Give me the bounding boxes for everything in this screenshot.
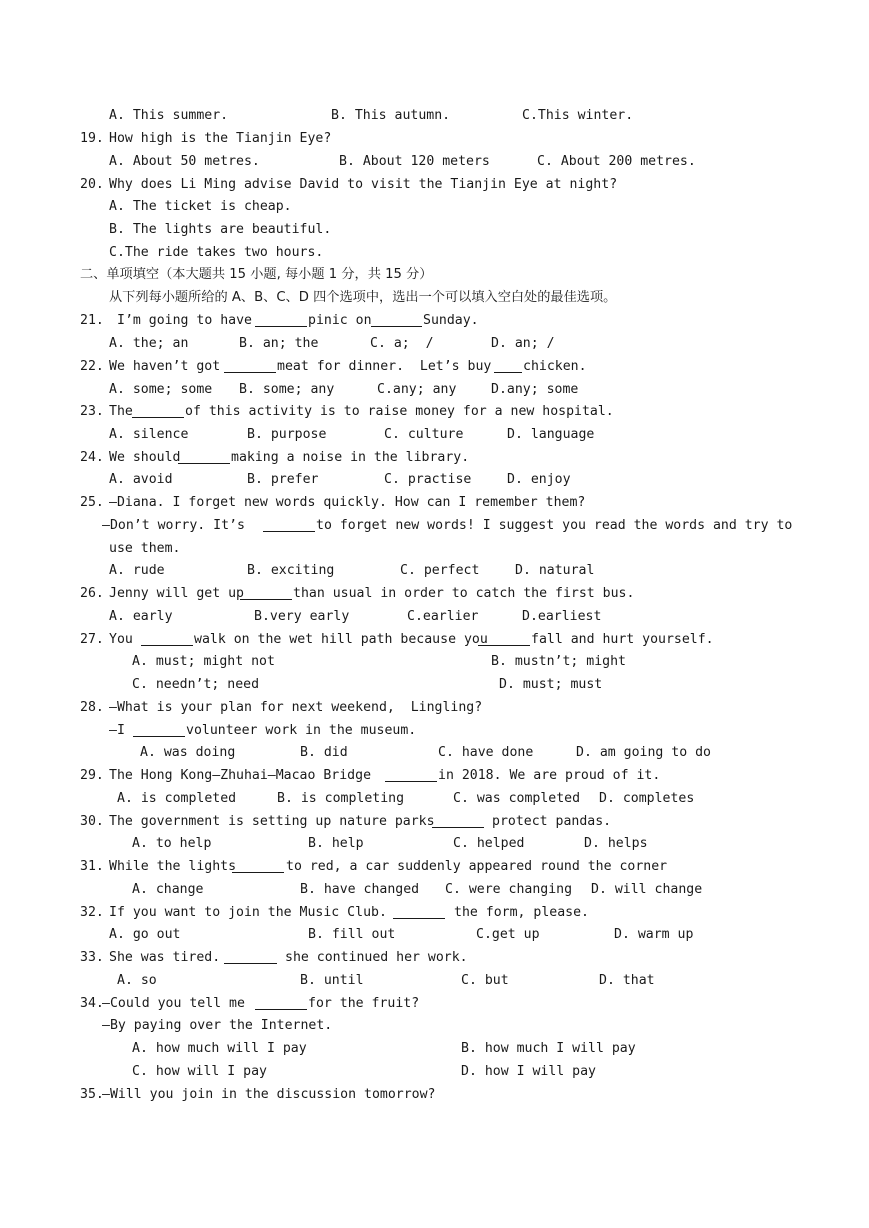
dialogue-line: —Will you join in the discussion tomorrow? [102,1087,436,1102]
option-b: B. some; any [239,382,335,397]
option-b: B. have changed [300,882,420,897]
option-d: D. warm up [614,927,694,942]
question-text-part: She was tired. [109,950,221,965]
question-text-part: The [109,404,133,419]
option-b: B. help [308,836,364,851]
question-text: Why does Li Ming advise David to visit the Tianjin Eye at night? [109,177,618,192]
dialogue-line: use them. [109,541,181,556]
question-number: 34. [80,996,104,1011]
option-b: B.very early [254,609,350,624]
option-a: A. was doing [140,745,236,760]
question-number: 27. [80,632,104,647]
question-number: 24. [80,450,104,465]
option-d: D. will change [591,882,703,897]
option-b: B. About 120 meters [339,154,490,169]
question-text-part: meat for dinner. Let’s buy [277,359,492,374]
question-text-part: I’m going to have [117,313,252,328]
answer-blank [132,405,184,418]
option-a: A. About 50 metres. [109,154,260,169]
question-text-part: The government is setting up nature parks [109,814,435,829]
option-c: C. were changing [445,882,573,897]
option-b: B. The lights are beautiful. [109,222,332,237]
option-d: D. enjoy [507,472,571,487]
question-number: 22. [80,359,104,374]
question-number: 30. [80,814,104,829]
option-d: D. am going to do [576,745,711,760]
option-c: C. how will I pay [132,1064,267,1079]
dialogue-line-part: —Could you tell me [102,996,245,1011]
answer-blank [232,860,284,873]
option-c: C.get up [476,927,540,942]
option-a: A. must; might not [132,654,275,669]
option-a: A. The ticket is cheap. [109,199,292,214]
dialogue-line-part: volunteer work in the museum. [186,723,417,738]
option-d: D. an; / [491,336,555,351]
question-text-part: than usual in order to catch the first bus. [293,586,635,601]
option-c: C.any; any [377,382,457,397]
question-text-part: The Hong Kong—Zhuhai—Macao Bridge [109,768,372,783]
question-number: 28. [80,700,104,715]
option-b: B. purpose [247,427,327,442]
dialogue-line-part: —Don’t worry. It’s [102,518,245,533]
section-instruction: 从下列每小题所给的 A、B、C、D 四个选项中，选出一个可以填入空白处的最佳选项。 [109,290,617,305]
question-text-part: of this activity is to raise money for a new hospital. [185,404,614,419]
option-a: A. silence [109,427,189,442]
option-c: C. helped [453,836,525,851]
option-b: B. did [300,745,348,760]
question-number: 20. [80,177,104,192]
question-number: 33. [80,950,104,965]
option-c: C. practise [384,472,472,487]
question-text-part: We should [109,450,181,465]
answer-blank [224,951,277,964]
option-b: B. an; the [239,336,319,351]
option-c: C. a; / [370,336,434,351]
option-d: D.earliest [522,609,602,624]
question-text-part: Jenny will get up [109,586,244,601]
option-d: D. must; must [499,677,603,692]
option-d: D. language [507,427,595,442]
answer-blank [240,587,292,600]
option-b: B. exciting [247,563,335,578]
option-d: D. helps [584,836,648,851]
option-b: B. mustn’t; might [491,654,626,669]
option-c: C.This winter. [522,108,634,123]
question-text-part: protect pandas. [492,814,612,829]
option-b: B. is completing [277,791,405,806]
question-text-part: making a noise in the library. [231,450,470,465]
option-c: C. culture [384,427,464,442]
question-number: 19. [80,131,104,146]
option-a: A. change [132,882,204,897]
question-text-part: If you want to join the Music Club. [109,905,387,920]
answer-blank [133,724,185,737]
question-text-part: walk on the wet hill path because you [194,632,488,647]
option-a: A. so [117,973,157,988]
option-c: C. was completed [453,791,581,806]
question-text-part: While the lights [109,859,237,874]
option-c: C.The ride takes two hours. [109,245,324,260]
option-a: A. avoid [109,472,173,487]
question-text-part: fall and hurt yourself. [531,632,714,647]
option-a: A. This summer. [109,108,229,123]
option-b: B. how much I will pay [461,1041,636,1056]
answer-blank [478,633,530,646]
question-number: 21. [80,313,104,328]
question-text-part: We haven’t got [109,359,221,374]
option-c: C. but [461,973,509,988]
answer-blank [141,633,193,646]
option-c: C. have done [438,745,534,760]
option-a: A. is completed [117,791,237,806]
question-text-part: the form, please. [454,905,589,920]
answer-blank [385,769,437,782]
option-a: A. rude [109,563,165,578]
option-a: A. early [109,609,173,624]
answer-blank [432,815,484,828]
answer-blank [263,519,315,532]
answer-blank [224,360,276,373]
option-d: D. completes [599,791,695,806]
answer-blank [255,314,307,327]
option-c: C.earlier [407,609,479,624]
option-d: D. how I will pay [461,1064,596,1079]
question-text-part: she continued her work. [285,950,468,965]
option-a: A. the; an [109,336,189,351]
dialogue-line: —Diana. I forget new words quickly. How can I remember them? [109,495,586,510]
question-number: 25. [80,495,104,510]
dialogue-line: —What is your plan for next weekend, Lingling? [109,700,483,715]
question-number: 31. [80,859,104,874]
section-heading: 二、单项填空（本大题共 15 小题, 每小题 1 分，共 15 分） [80,267,433,282]
option-a: A. how much will I pay [132,1041,307,1056]
question-text-part: Sunday. [423,313,479,328]
dialogue-line: —By paying over the Internet. [102,1018,333,1033]
question-number: 23. [80,404,104,419]
option-c: C. perfect [400,563,480,578]
dialogue-line-part: to forget new words! I suggest you read the words and try to [316,518,793,533]
question-text-part: in 2018. We are proud of it. [438,768,661,783]
question-text-part: to red, a car suddenly appeared round the corner [286,859,668,874]
option-b: B. prefer [247,472,319,487]
question-number: 26. [80,586,104,601]
option-b: B. fill out [308,927,396,942]
answer-blank [371,314,422,327]
option-c: C. needn’t; need [132,677,260,692]
option-d: D.any; some [491,382,579,397]
option-c: C. About 200 metres. [537,154,696,169]
question-text-part: You [109,632,133,647]
question-number: 29. [80,768,104,783]
option-d: D. natural [515,563,595,578]
answer-blank [178,451,230,464]
option-a: A. to help [132,836,212,851]
option-d: D. that [599,973,655,988]
answer-blank [255,997,307,1010]
option-a: A. go out [109,927,181,942]
question-text: How high is the Tianjin Eye? [109,131,332,146]
answer-blank [494,360,522,373]
dialogue-line-part: for the fruit? [308,996,420,1011]
option-b: B. This autumn. [331,108,451,123]
question-number: 35. [80,1087,104,1102]
question-text-part: pinic on [308,313,372,328]
question-number: 32. [80,905,104,920]
answer-blank [393,906,445,919]
question-text-part: chicken. [523,359,587,374]
option-b: B. until [300,973,364,988]
dialogue-line-part: —I [109,723,125,738]
option-a: A. some; some [109,382,213,397]
